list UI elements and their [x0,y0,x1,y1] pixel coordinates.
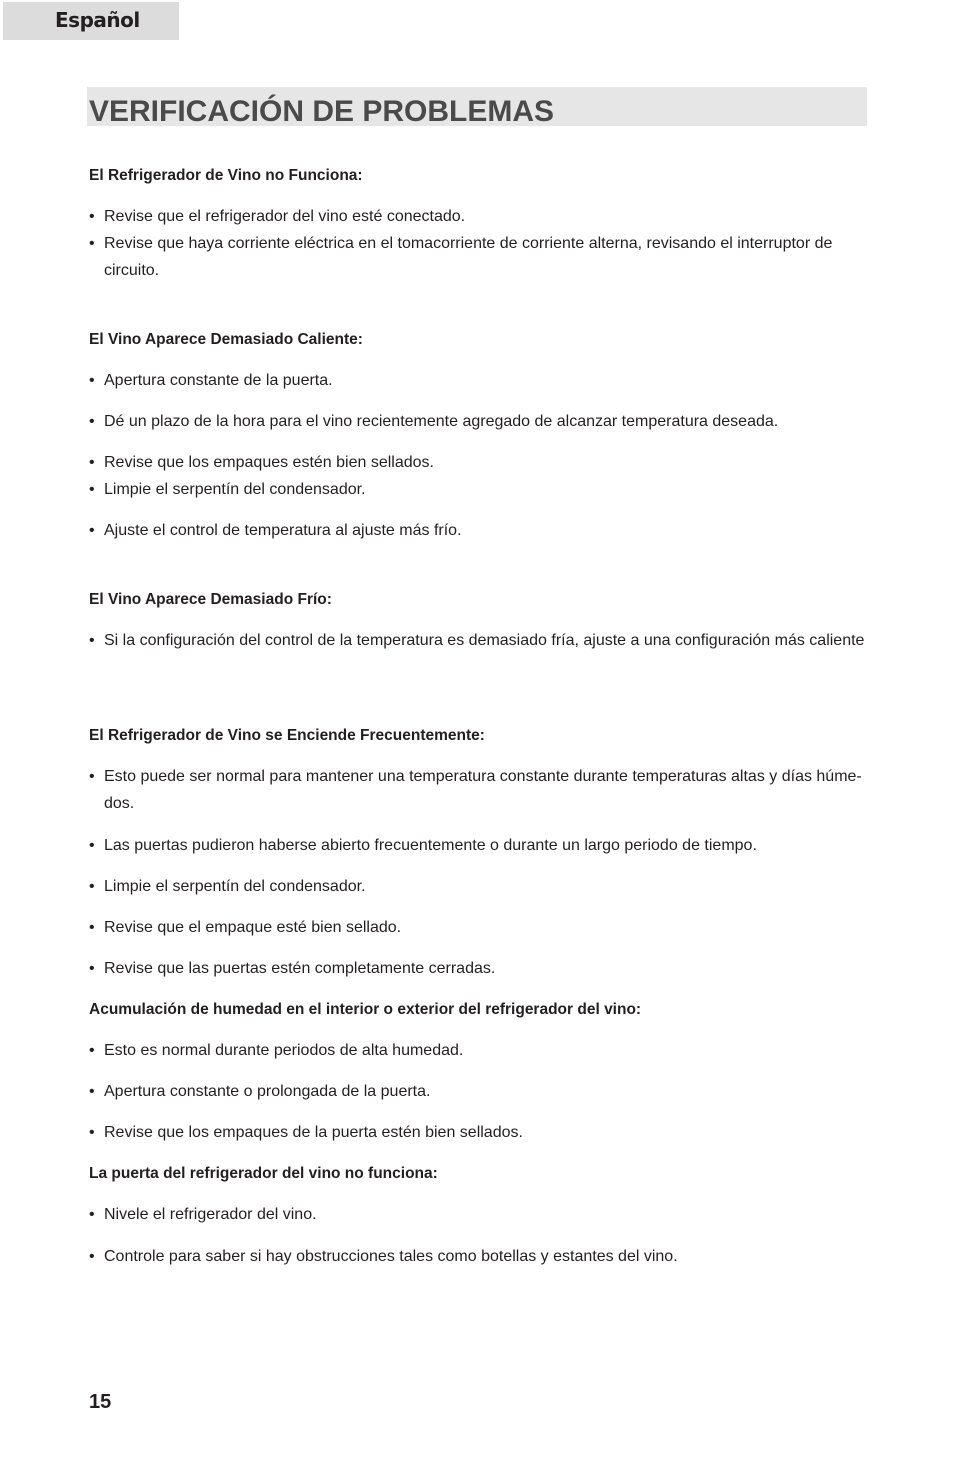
section-title-too-cold: El Vino Aparece Demasiado Frío: [89,591,332,608]
section-title-not-working: El Refrigerador de Vino no Funciona: [89,167,363,184]
section-title-moisture: Acumulación de humedad en el interior o exterior del refrigerador del vino: [89,1001,642,1018]
list-item: • Revise que el refrigerador del vino esté conectado. [89,203,869,230]
list-item: • Ajuste el control de temperatura al ajuste más frío. [89,517,869,544]
list-item: • Dé un plazo de la hora para el vino recientemente agregado de alcanzar temperatura deseada. [89,408,869,435]
page-number: 15 [89,1391,112,1413]
list-item: • Revise que los empaques de la puerta estén bien sellados. [89,1119,869,1146]
list-item: • Esto puede ser normal para mantener una temperatura constante durante temperaturas altas y días húme-dos. [89,763,869,817]
list-item: • Limpie el serpentín del condensador. [89,873,869,900]
title-bar [87,87,867,126]
section-title-too-warm: El Vino Aparece Demasiado Caliente: [89,331,363,348]
list-item: • Revise que el empaque esté bien sellado. [89,914,869,941]
list-item: • Las puertas pudieron haberse abierto frecuentemente o durante un largo periodo de tiempo. [89,832,869,859]
list-item: • Si la configuración del control de la temperatura es demasiado fría, ajuste a una configuración más caliente [89,627,869,654]
language-tab: Español [3,2,179,40]
list-item: • Nivele el refrigerador del vino. [89,1201,869,1228]
page-title: VERIFICACIÓN DE PROBLEMAS [89,95,555,128]
list-item: • Controle para saber si hay obstrucciones tales como botellas y estantes del vino. [89,1243,869,1270]
list-item: • Esto es normal durante periodos de alta humedad. [89,1037,869,1064]
list-item: • Limpie el serpentín del condensador. [89,476,869,503]
list-item: • Apertura constante de la puerta. [89,367,869,394]
list-item: • Revise que las puertas estén completamente cerradas. [89,955,869,982]
section-title-door: La puerta del refrigerador del vino no funciona: [89,1165,438,1182]
list-item: • Revise que los empaques estén bien sellados. [89,449,869,476]
list-item: • Apertura constante o prolongada de la puerta. [89,1078,869,1105]
list-item: • Revise que haya corriente eléctrica en el tomacorriente de corriente alterna, revisando el interruptor de circuito. [89,230,869,284]
section-title-runs-frequently: El Refrigerador de Vino se Enciende Frecuentemente: [89,727,485,744]
